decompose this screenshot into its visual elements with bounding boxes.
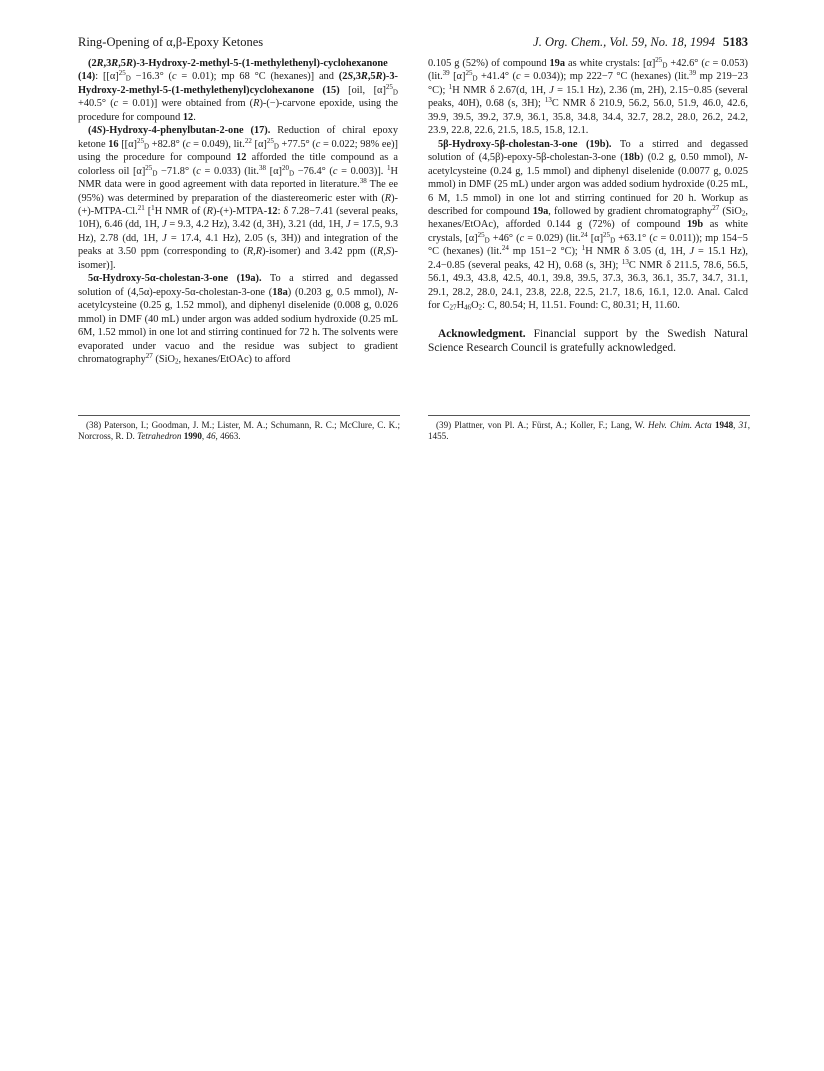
- footnote-38: (38) Paterson, I.; Goodman, J. M.; Lister, M. A.; Schumann, R. C.; McClure, C. K.; Norcross, R. D. Tetrahedron 1990, 46, 4663.: [78, 420, 400, 442]
- right-column: [428, 57, 748, 355]
- page-number: 5183: [723, 35, 748, 49]
- running-head-journal: [533, 33, 748, 51]
- paragraph-compounds-14-15: (2R,3R,5R)-3-Hydroxy-2-methyl-5-(1-methylethenyl)-cyclohexanone (14): [$[\alpha]^{25}_D -16.3^\circ$ (c = 0.01); mp 68 °C (hexanes)] and (2S,3R,5R)-3-Hydroxy-2-methyl-5-(1-methylethenyl)cyclohexanone (15) [oil, $[\alpha]^{25}_D +40.5^\circ$ (c = 0.01)] were obtained from (R)-(−)-carvone epoxide, using the procedure for compound 12.: [78, 58, 398, 123]
- footnote-39: (39) Plattner, von Pl. A.; Fürst, A.; Koller, F.; Lang, W. Helv. Chim. Acta 1948, 31, 1455.: [428, 420, 750, 442]
- footnotes-right: [428, 415, 750, 443]
- paragraph-compound-17: (4S)-Hydroxy-4-phenylbutan-2-one (17). Reduction of chiral epoxy ketone 16 [$[\alpha]^{25}_D +82.8^\circ$ (c = 0.049), lit.$^{22}$ $[\alpha]^{25}_D +77.5^\circ$ (c = 0.022; 98% ee)] using the procedure for compound 12 afforded the title compound as a colorless oil $[\alpha]^{25}_D -71.8^\circ$ (c = 0.033) (lit.$^{38}$ $[\alpha]^{20}_D -76.4^\circ$ (c = 0.003)]. $^1$H NMR data were in good agreement with data reported in literature.$^{38}$ The ee (95%) was determined by preparation of the diastereomeric ester with (R)-(+)-MTPA-Cl.$^{21}$ [$^1$H NMR of (R)-(+)-MTPA-12: δ 7.28−7.41 (several peaks, 10H), 6.46 (dd, 1H, J = 9.3, 4.2 Hz), 3.42 (d, 3H), 3.21 (dd, 1H, J = 17.5, 9.3 Hz), 2.78 (dd, 1H, J = 17.4, 4.1 Hz), 2.05 (s, 3H)) and integration of the peaks at 3.50 ppm (corresponding to (R,R)-isomer) and 3.42 ppm ((R,S)-isomer)].: [78, 125, 398, 271]
- journal-citation: J. Org. Chem., Vol. 59, No. 18, 1994: [533, 35, 715, 49]
- acknowledgment: [428, 327, 748, 355]
- acknowledgment-text: Financial support by the Swedish Natural Science Research Council is gratefully acknowledged.: [428, 327, 748, 354]
- running-head-title: Ring-Opening of α,β-Epoxy Ketones: [78, 35, 264, 49]
- left-column: [78, 57, 398, 366]
- acknowledgment-heading: Acknowledgment.: [438, 327, 526, 340]
- paragraph-compound-19a: 5α-Hydroxy-5α-cholestan-3-one (19a). To a stirred and degassed solution of (4,5α)-epoxy-5α-cholestan-3-one (18a) (0.203 g, 0.5 mmol), N-acetylcysteine (0.25 g, 1.52 mmol), and diphenyl diselenide (0.008 g, 0.026 mmol) in DMF (40 mL) under argon was added sodium hydroxide (0.25 mL 6M, 1.52 mmol) in one lot and stirring continued for 72 h. The solvents were evaporated under vacuo and the residue was subject to gradient chromatography$^{27}$ (SiO$_2$, hexanes/EtOAc) to afford: [78, 273, 399, 366]
- running-head: [78, 33, 748, 51]
- footnotes-left: [78, 415, 400, 443]
- paragraph-compound-19a-continued: 0.105 g (52%) of compound 19a as white crystals: $[\alpha]^{25}_D +42.6^\circ$ (c = 0.053) (lit.$^{39}$ $[\alpha]^{25}_D +41.4^\circ$ (c = 0.034)); mp 222−7 °C (hexanes) (lit.$^{39}$ mp 219−23 °C); $^1$H NMR δ 2.67(d, 1H, J = 15.1 Hz), 2.36 (m, 2H), 2.15−0.85 (several peaks, 40H), 0.68 (s, 3H); $^{13}$C NMR δ 210.9, 56.2, 56.0, 51.9, 46.0, 42.6, 39.9, 39.5, 39.2, 37.9, 36.1, 35.8, 34.8, 34.4, 32.7, 28.2, 28.0, 26.2, 24.2, 23.9, 22.8, 22.6, 21.5, 18.5, 15.8, 12.1.: [428, 56, 748, 137]
- paragraph-compound-19b: 5β-Hydroxy-5β-cholestan-3-one (19b). To a stirred and degassed solution of (4,5β)-epoxy-5β-cholestan-3-one (18b) (0.2 g, 0.50 mmol), N-acetylcysteine (0.24 g, 1.5 mmol) and diphenyl diselenide (0.0077 g, 0.025 mmol) in DMF (25 mL) under argon was added sodium hydroxide (0.25 mL, 6 M, 1.5 mmol) in one lot and stirring continued for 20 h. Workup as described for compound 19a, followed by gradient chromatography$^{27}$ (SiO$_2$, hexanes/EtOAc), afforded 0.144 g (72%) of compound 19b as white crystals, $[\alpha]^{25}_D +46^\circ$ (c = 0.029) (lit.$^{24}$ $[\alpha]^{25}_D +63.1^\circ$ (c = 0.011)); mp 154−5 °C (hexanes) (lit.$^{24}$ mp 151−2 °C); $^1$H NMR δ 3.05 (d, 1H, J = 15.1 Hz), 2.4−0.85 (several peaks, 42 H), 0.68 (s, 3H); $^{13}$C NMR δ 211.5, 78.6, 56.5, 56.1, 49.3, 43.8, 42.5, 40.1, 39.8, 39.5, 37.3, 36.3, 36.1, 35.7, 34.7, 31.1, 29.1, 28.2, 28.0, 24.1, 23.8, 22.8, 22.5, 21.7, 18.6, 16.1, 12.0. Anal. Calcd for $C_{27}H_{46}O_2$: C, 80.54; H, 11.51. Found: C, 80.31; H, 11.60.: [428, 138, 748, 312]
